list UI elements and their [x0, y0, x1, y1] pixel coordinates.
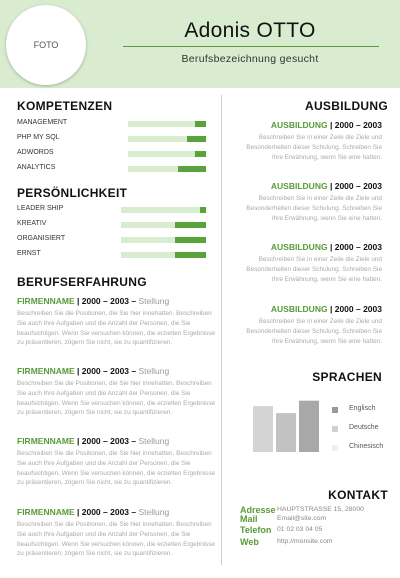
contact-row [240, 537, 390, 548]
skill-bar-track [128, 121, 206, 127]
skill-label: MANAGEMENT [17, 119, 68, 126]
experience-period: 2000 – 2003 [81, 507, 130, 517]
dash: – [131, 507, 137, 517]
dash: – [131, 296, 137, 306]
experience-description: Beschreiben Sie die Positionen, die Sie hier innehatten. Beschreiben Sie auch Ihre Aufgaben und die Anzahl der Personen, die Sie beaufsichtigen. Wenn Sie versuchen können, die erzielten Ergebnisse zu präsentieren, zögern Sie nicht, sie zu quantifizieren. [17, 380, 216, 417]
personality-title: PERSÖNLICHKEIT [17, 186, 128, 200]
skill-label: ADWORDS [17, 149, 54, 156]
contact-label: Adresse [240, 505, 276, 515]
contact-value[interactable]: http://monsite.com [277, 538, 333, 545]
separator: | [329, 304, 333, 314]
skill-bar-fill [175, 237, 206, 243]
education-description: Beschreiben Sie in einer Zeile die Ziele und Besonderheiten dieser Schulung. Schreiben Sie Ihre Erwähnung, wenn Sie eine hatten. [246, 134, 382, 161]
experience-heading [17, 366, 217, 377]
skill-bar-track [128, 136, 206, 142]
position-title: Stellung [138, 507, 170, 517]
experience-description: Beschreiben Sie die Positionen, die Sie hier innehatten. Beschreiben Sie auch Ihre Aufgaben und die Anzahl der Personen, die Sie beaufsichtigen. Wenn Sie versuchen können, die erzielten Ergebnisse zu präsentieren, zögern Sie nicht, sie zu quantifizieren. [17, 450, 216, 487]
languages-bar-chart [253, 398, 323, 452]
experience-period: 2000 – 2003 [81, 436, 130, 446]
photo-placeholder[interactable] [6, 5, 86, 85]
skill-row [17, 163, 217, 177]
photo-label: FOTO [33, 40, 59, 50]
experience-heading [17, 296, 217, 307]
education-entry [245, 242, 382, 284]
experience-description: Beschreiben Sie die Positionen, die Sie hier innehatten. Beschreiben Sie auch Ihre Aufgaben und die Anzahl der Personen, die Sie beaufsichtigen. Wenn Sie versuchen können, die erzielten Ergebnisse zu präsentieren, zögern Sie nicht, sie zu quantifizieren. [17, 310, 216, 347]
separator: | [76, 296, 80, 306]
education-period: 2000 – 2003 [334, 242, 382, 252]
legend-label: Englisch [349, 405, 376, 412]
legend-swatch [332, 445, 338, 451]
job-title: Berufsbezeichnung gesucht [181, 53, 319, 65]
skill-bar-fill [175, 252, 206, 258]
contact-title: KONTAKT [328, 488, 388, 502]
experience-heading [17, 507, 217, 518]
skill-bar-track [121, 222, 206, 228]
skill-bar-track [121, 252, 206, 258]
skill-bar-fill [195, 121, 206, 127]
skill-label: ERNST [17, 250, 41, 257]
skill-bar-fill [187, 136, 206, 142]
competences-title: KOMPETENZEN [17, 99, 113, 113]
education-label: AUSBILDUNG [270, 120, 328, 130]
separator: | [329, 181, 333, 191]
company-name: FIRMENNAME [17, 436, 75, 446]
company-name: FIRMENNAME [17, 296, 75, 306]
education-label: AUSBILDUNG [270, 304, 328, 314]
experience-title: BERUFSERFAHRUNG [17, 275, 147, 289]
separator: | [76, 507, 80, 517]
experience-entry [17, 366, 217, 418]
language-bar-deutsche [276, 413, 296, 452]
experience-entry [17, 507, 217, 559]
skill-label: ORGANISIERT [17, 235, 66, 242]
contact-value[interactable]: HAUPTSTRASSE 15, 28000 [277, 506, 364, 513]
separator: | [76, 436, 80, 446]
column-divider [221, 95, 222, 565]
dash: – [131, 366, 137, 376]
skill-row [17, 118, 217, 132]
education-label: AUSBILDUNG [270, 181, 328, 191]
position-title: Stellung [138, 296, 170, 306]
education-heading [245, 242, 382, 253]
education-description: Beschreiben Sie in einer Zeile die Ziele und Besonderheiten dieser Schulung. Schreiben Sie Ihre Erwähnung, wenn Sie eine hatten. [246, 195, 382, 222]
contact-row [240, 525, 390, 536]
skill-row [17, 133, 217, 147]
education-description: Beschreiben Sie in einer Zeile die Ziele und Besonderheiten dieser Schulung. Schreiben Sie Ihre Erwähnung, wenn Sie eine hatten. [246, 256, 382, 283]
legend-item [332, 443, 392, 454]
education-title: AUSBILDUNG [305, 99, 388, 113]
education-heading [245, 120, 382, 131]
experience-period: 2000 – 2003 [81, 366, 130, 376]
dash: – [131, 436, 137, 446]
education-period: 2000 – 2003 [334, 304, 382, 314]
contact-label: Telefon [240, 525, 272, 535]
separator: | [76, 366, 80, 376]
legend-item [332, 424, 392, 435]
contact-value[interactable]: Email@site.com [277, 515, 327, 522]
company-name: FIRMENNAME [17, 507, 75, 517]
contact-value[interactable]: 01 02 03 04 05 [277, 526, 323, 533]
legend-swatch [332, 407, 338, 413]
language-bar-chinesisch [299, 401, 319, 452]
education-entry [245, 120, 382, 162]
skill-label: ANALYTICS [17, 164, 56, 171]
company-name: FIRMENNAME [17, 366, 75, 376]
position-title: Stellung [138, 366, 170, 376]
header-divider [123, 46, 379, 47]
skill-bar-track [121, 237, 206, 243]
legend-label: Deutsche [349, 424, 379, 431]
skill-row [17, 234, 217, 248]
languages-legend [332, 405, 392, 462]
separator: | [329, 242, 333, 252]
contact-row [240, 514, 390, 525]
experience-entry [17, 436, 217, 488]
skill-label: PHP MY SQL [17, 134, 60, 141]
skill-bar-fill [200, 207, 206, 213]
education-period: 2000 – 2003 [334, 120, 382, 130]
languages-title: SPRACHEN [312, 370, 382, 384]
separator: | [329, 120, 333, 130]
skill-label: LEADER SHIP [17, 205, 64, 212]
education-entry [245, 304, 382, 346]
education-heading [245, 304, 382, 315]
experience-heading [17, 436, 217, 447]
education-label: AUSBILDUNG [270, 242, 328, 252]
skill-bar-fill [195, 151, 206, 157]
language-bar-englisch [253, 406, 273, 452]
education-heading [245, 181, 382, 192]
person-name: Adonis OTTO [184, 19, 316, 42]
legend-swatch [332, 426, 338, 432]
skill-bar-track [128, 166, 206, 172]
experience-period: 2000 – 2003 [81, 296, 130, 306]
legend-label: Chinesisch [349, 443, 384, 450]
skill-row [17, 249, 217, 263]
skill-row [17, 148, 217, 162]
legend-item [332, 405, 392, 416]
education-period: 2000 – 2003 [334, 181, 382, 191]
contact-label: Web [240, 537, 259, 547]
skill-row [17, 219, 217, 233]
skill-bar-track [121, 207, 206, 213]
skill-label: KREATIV [17, 220, 47, 227]
skill-row [17, 204, 217, 218]
skill-bar-fill [178, 166, 206, 172]
education-entry [245, 181, 382, 223]
experience-entry [17, 296, 217, 348]
contact-label: Mail [240, 514, 258, 524]
position-title: Stellung [138, 436, 170, 446]
experience-description: Beschreiben Sie die Positionen, die Sie hier innehatten. Beschreiben Sie auch Ihre Aufgaben und die Anzahl der Personen, die Sie beaufsichtigen. Wenn Sie versuchen können, die erzielten Ergebnisse zu präsentieren, zögern Sie nicht, sie zu quantifizieren. [17, 521, 216, 558]
education-description: Beschreiben Sie in einer Zeile die Ziele und Besonderheiten dieser Schulung. Schreiben Sie Ihre Erwähnung, wenn Sie eine hatten. [246, 318, 382, 345]
skill-bar-fill [175, 222, 206, 228]
skill-bar-track [128, 151, 206, 157]
